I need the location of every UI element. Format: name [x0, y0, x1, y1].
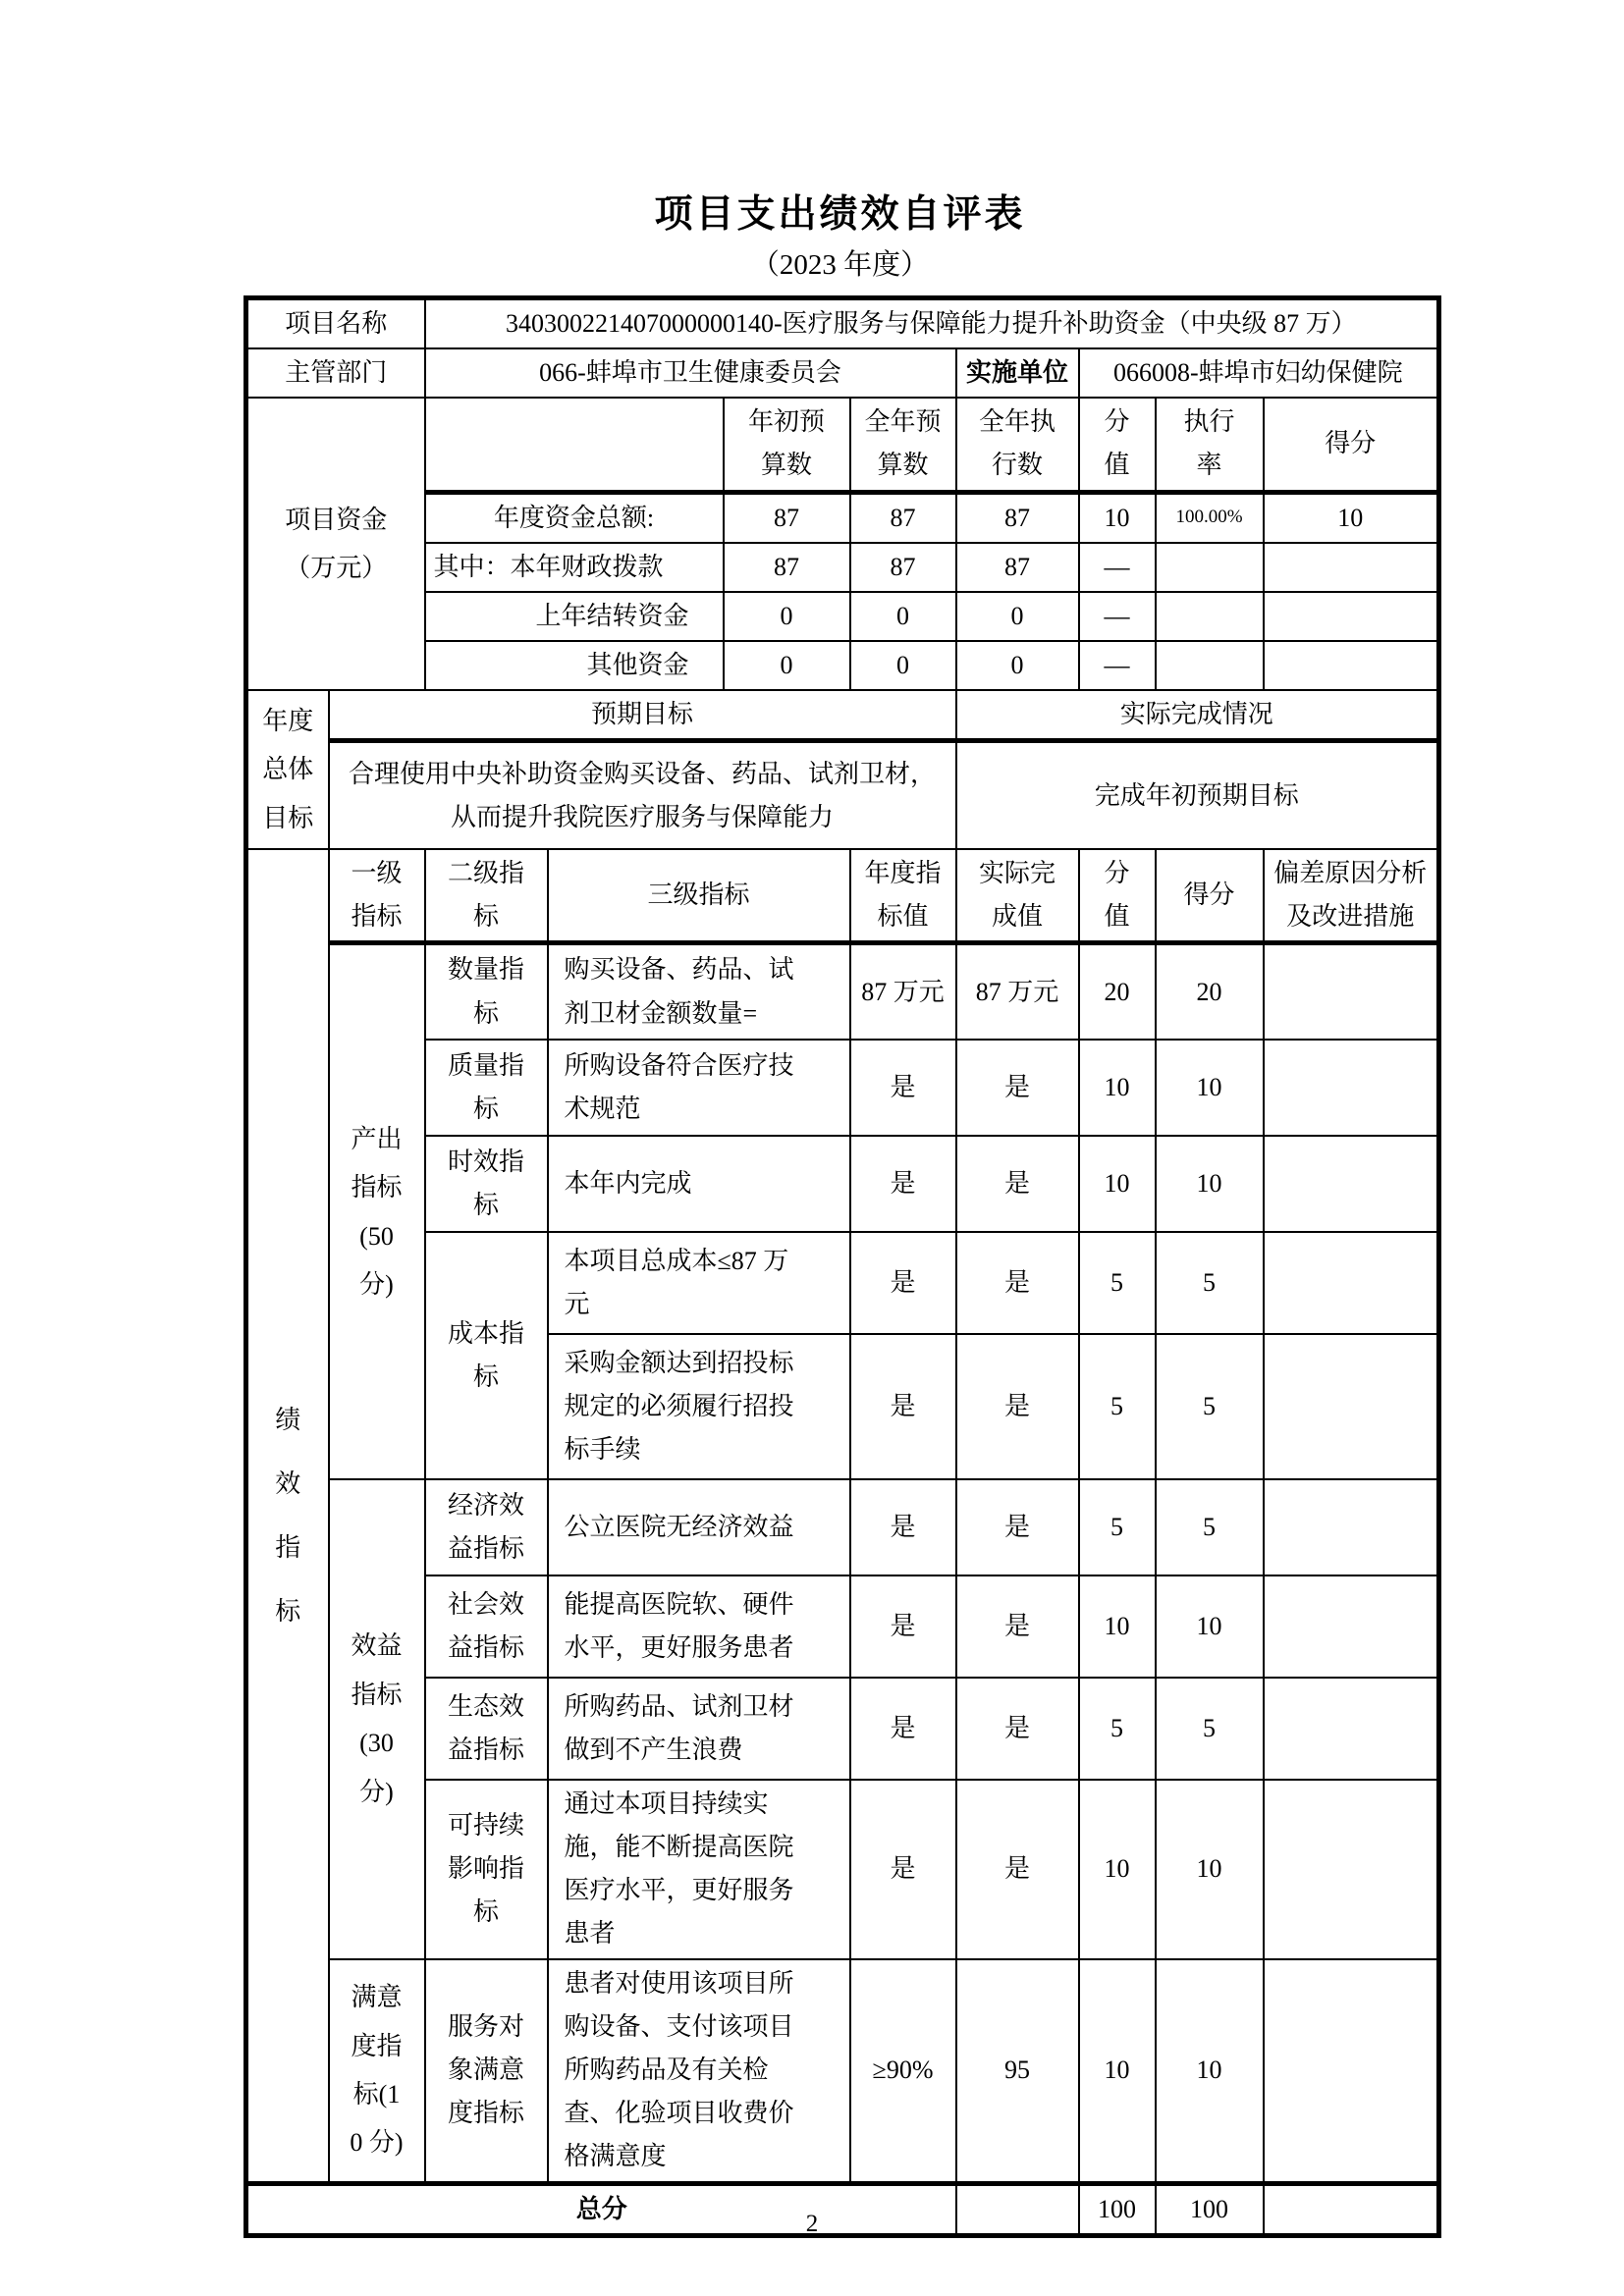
funds-cell-score-value: —: [1079, 641, 1156, 690]
page-subtitle: （2023 年度）: [750, 248, 930, 281]
funds-cell-execution-rate: [1156, 543, 1264, 592]
target-cell: 是: [850, 1575, 956, 1678]
total-label: 总分: [246, 2183, 956, 2235]
score-cell: 5: [1156, 1678, 1264, 1780]
actual-cell: 是: [956, 1780, 1079, 1959]
actual-cell: 是: [956, 1040, 1079, 1136]
header-level2: 二级指标: [425, 849, 548, 943]
score-cell: 20: [1156, 943, 1264, 1040]
score-value-cell: 20: [1079, 943, 1156, 1040]
funds-row-label: 其中：本年财政拨款: [425, 543, 724, 592]
level1-output-text: 产出指标(50 分): [351, 1124, 403, 1299]
funds-cell-executed: 87: [956, 492, 1079, 543]
table-row-funds-carryover: [246, 592, 1439, 641]
actual-cell: 是: [956, 1575, 1079, 1678]
deviation-cell: [1264, 1040, 1439, 1136]
header-level1: 一级指标: [329, 849, 425, 943]
table-row-timeliness: [246, 1136, 1439, 1232]
implementing-unit-value: 066008-蚌埠市妇幼保健院: [1079, 348, 1439, 398]
funds-cell-score: [1264, 641, 1439, 690]
score-value-cell: 5: [1079, 1334, 1156, 1479]
score-cell: 5: [1156, 1232, 1264, 1334]
actual-cell: 是: [956, 1678, 1079, 1780]
implementing-unit-label: 实施单位: [956, 348, 1079, 398]
actual-completion-text: 完成年初预期目标: [956, 741, 1439, 849]
score-cell: 10: [1156, 1136, 1264, 1232]
funds-cell-initial: 0: [724, 592, 850, 641]
deviation-cell: [1264, 1232, 1439, 1334]
funds-cell-full-year: 87: [850, 543, 956, 592]
department-label: 主管部门: [246, 348, 425, 398]
table-row-department: [246, 348, 1439, 398]
expected-goal-header: 预期目标: [329, 690, 956, 741]
table-row-sustainability: [246, 1780, 1439, 1959]
level3-cell: 购买设备、药品、试剂卫材金额数量=: [548, 943, 850, 1040]
header-deviation: 偏差原因分析及改进措施: [1264, 849, 1439, 943]
score-value-cell: 10: [1079, 1780, 1156, 1959]
target-cell: 是: [850, 1040, 956, 1136]
level1-satisfaction-text: 满意度指标(10 分): [350, 1983, 404, 2158]
deviation-cell: [1264, 1780, 1439, 1959]
funds-cell-initial: 0: [724, 641, 850, 690]
project-name-label: 项目名称: [246, 297, 425, 348]
funds-cell-score: [1264, 592, 1439, 641]
deviation-cell: [1264, 943, 1439, 1040]
funds-cell-executed: 0: [956, 592, 1079, 641]
score-cell: 5: [1156, 1334, 1264, 1479]
level3-cell: 本年内完成: [548, 1136, 850, 1232]
level2-ecological: 生态效益指标: [425, 1678, 548, 1780]
level3-cell: 所购设备符合医疗技术规范: [548, 1040, 850, 1136]
header-actual: 实际完成值: [956, 849, 1079, 943]
funds-cell-full-year: 0: [850, 641, 956, 690]
funds-cell-score: 10: [1264, 492, 1439, 543]
project-name-value: 340300221407000000140-医疗服务与保障能力提升补助资金（中央级 87 万）: [425, 297, 1439, 348]
funds-cell-score-value: —: [1079, 543, 1156, 592]
target-cell: 是: [850, 1479, 956, 1575]
funds-cell-initial: 87: [724, 543, 850, 592]
table-row-quantity: [246, 943, 1439, 1040]
deviation-cell: [1264, 1334, 1439, 1479]
deviation-cell: [1264, 1678, 1439, 1780]
table-row-goal-header: [246, 690, 1439, 741]
target-cell: 87 万元: [850, 943, 956, 1040]
funds-cell-execution-rate: [1156, 641, 1264, 690]
target-cell: ≥90%: [850, 1959, 956, 2183]
table-row-funds-appropriation: [246, 543, 1439, 592]
indicators-section-text: 绩效指标: [275, 1405, 301, 1626]
target-cell: 是: [850, 1232, 956, 1334]
level1-benefit-text: 效益指标(30 分): [351, 1631, 403, 1806]
funds-cell-executed: 87: [956, 543, 1079, 592]
funds-row-label: 其他资金: [425, 641, 724, 690]
funds-header-score: 得分: [1264, 398, 1439, 492]
funds-header-score-value: 分值: [1079, 398, 1156, 492]
funds-section-label-line1: 项目资金: [285, 505, 388, 534]
level3-cell: 采购金额达到招投标规定的必须履行招投标手续: [548, 1334, 850, 1479]
expected-goal-text: 合理使用中央补助资金购买设备、药品、试剂卫材，从而提升我院医疗服务与保障能力: [329, 741, 956, 849]
level3-cell: 公立医院无经济效益: [548, 1479, 850, 1575]
score-cell: 5: [1156, 1479, 1264, 1575]
score-value-cell: 5: [1079, 1678, 1156, 1780]
table-row-satisfaction: [246, 1959, 1439, 2183]
funds-header-initial: 年初预算数: [724, 398, 850, 492]
deviation-cell: [1264, 1479, 1439, 1575]
funds-blank-header: [425, 398, 724, 492]
actual-cell: 87 万元: [956, 943, 1079, 1040]
table-row-funds-other: [246, 641, 1439, 690]
level2-quantity: 数量指标: [425, 943, 548, 1040]
table-row-project-name: [246, 297, 1439, 348]
target-cell: 是: [850, 1136, 956, 1232]
total-score: 100: [1156, 2183, 1264, 2235]
deviation-cell: [1264, 1959, 1439, 2183]
funds-header-executed: 全年执行数: [956, 398, 1079, 492]
score-value-cell: 10: [1079, 1959, 1156, 2183]
funds-section-label-line2: （万元）: [285, 554, 388, 583]
total-score-value: 100: [1079, 2183, 1156, 2235]
funds-cell-full-year: 0: [850, 592, 956, 641]
table-row-goal-content: [246, 741, 1439, 849]
funds-cell-score-value: —: [1079, 592, 1156, 641]
target-cell: 是: [850, 1334, 956, 1479]
actual-cell: 是: [956, 1334, 1079, 1479]
level3-cell: 本项目总成本≤87 万元: [548, 1232, 850, 1334]
level2-timeliness: 时效指标: [425, 1136, 548, 1232]
funds-cell-initial: 87: [724, 492, 850, 543]
score-value-cell: 10: [1079, 1575, 1156, 1678]
actual-cell: 是: [956, 1136, 1079, 1232]
level2-sustainability: 可持续影响指标: [425, 1780, 548, 1959]
funds-section-label: [246, 398, 425, 690]
table-row-ecological: [246, 1678, 1439, 1780]
header-target: 年度指标值: [850, 849, 956, 943]
annual-goal-section-label: [246, 690, 329, 849]
actual-cell: 是: [956, 1479, 1079, 1575]
table-row-funds-header: [246, 398, 1439, 492]
score-cell: 10: [1156, 1780, 1264, 1959]
target-cell: 是: [850, 1678, 956, 1780]
target-cell: 是: [850, 1780, 956, 1959]
page-title: 项目支出绩效自评表: [654, 193, 1026, 236]
level3-cell: 通过本项目持续实施，能不断提高医院医疗水平，更好服务患者: [548, 1780, 850, 1959]
level1-satisfaction: [329, 1959, 425, 2183]
table-row-social: [246, 1575, 1439, 1678]
funds-header-execution-rate: 执行率: [1156, 398, 1264, 492]
page-number: 2: [805, 2211, 819, 2237]
funds-header-full-year: 全年预算数: [850, 398, 956, 492]
table-row-quality: [246, 1040, 1439, 1136]
funds-cell-execution-rate: [1156, 592, 1264, 641]
score-value-cell: 10: [1079, 1136, 1156, 1232]
header-score: 得分: [1156, 849, 1264, 943]
score-cell: 10: [1156, 1575, 1264, 1678]
level1-benefit: [329, 1479, 425, 1959]
score-value-cell: 10: [1079, 1040, 1156, 1136]
actual-completion-header: 实际完成情况: [956, 690, 1439, 741]
indicators-section-label: [246, 849, 329, 2183]
table-row-indicator-header: [246, 849, 1439, 943]
evaluation-table: [244, 295, 1441, 2238]
funds-row-label: 年度资金总额:: [425, 492, 724, 543]
actual-cell: 95: [956, 1959, 1079, 2183]
level3-cell: 患者对使用该项目所购设备、支付该项目所购药品及有关检查、化验项目收费价格满意度: [548, 1959, 850, 2183]
funds-cell-execution-rate: 100.00%: [1156, 492, 1264, 543]
level3-cell: 所购药品、试剂卫材做到不产生浪费: [548, 1678, 850, 1780]
level3-cell: 能提高医院软、硬件水平，更好服务患者: [548, 1575, 850, 1678]
header-score-value: 分值: [1079, 849, 1156, 943]
funds-cell-full-year: 87: [850, 492, 956, 543]
score-cell: 10: [1156, 1959, 1264, 2183]
table-row-funds-total: [246, 492, 1439, 543]
funds-cell-score: [1264, 543, 1439, 592]
level2-quality: 质量指标: [425, 1040, 548, 1136]
level2-social: 社会效益指标: [425, 1575, 548, 1678]
funds-cell-score-value: 10: [1079, 492, 1156, 543]
deviation-cell: [1264, 1575, 1439, 1678]
department-value: 066-蚌埠市卫生健康委员会: [425, 348, 956, 398]
level2-economic: 经济效益指标: [425, 1479, 548, 1575]
level2-satisfaction: 服务对象满意度指标: [425, 1959, 548, 2183]
level1-output: [329, 943, 425, 1479]
score-cell: 10: [1156, 1040, 1264, 1136]
deviation-cell: [1264, 1136, 1439, 1232]
score-value-cell: 5: [1079, 1479, 1156, 1575]
funds-cell-executed: 0: [956, 641, 1079, 690]
annual-goal-section-text: 年度总体目标: [262, 707, 314, 832]
score-value-cell: 5: [1079, 1232, 1156, 1334]
funds-row-label: 上年结转资金: [425, 592, 724, 641]
table-row-cost-1: [246, 1232, 1439, 1334]
header-level3: 三级指标: [548, 849, 850, 943]
actual-cell: 是: [956, 1232, 1079, 1334]
table-row-economic: [246, 1479, 1439, 1575]
level2-cost: 成本指标: [425, 1232, 548, 1479]
